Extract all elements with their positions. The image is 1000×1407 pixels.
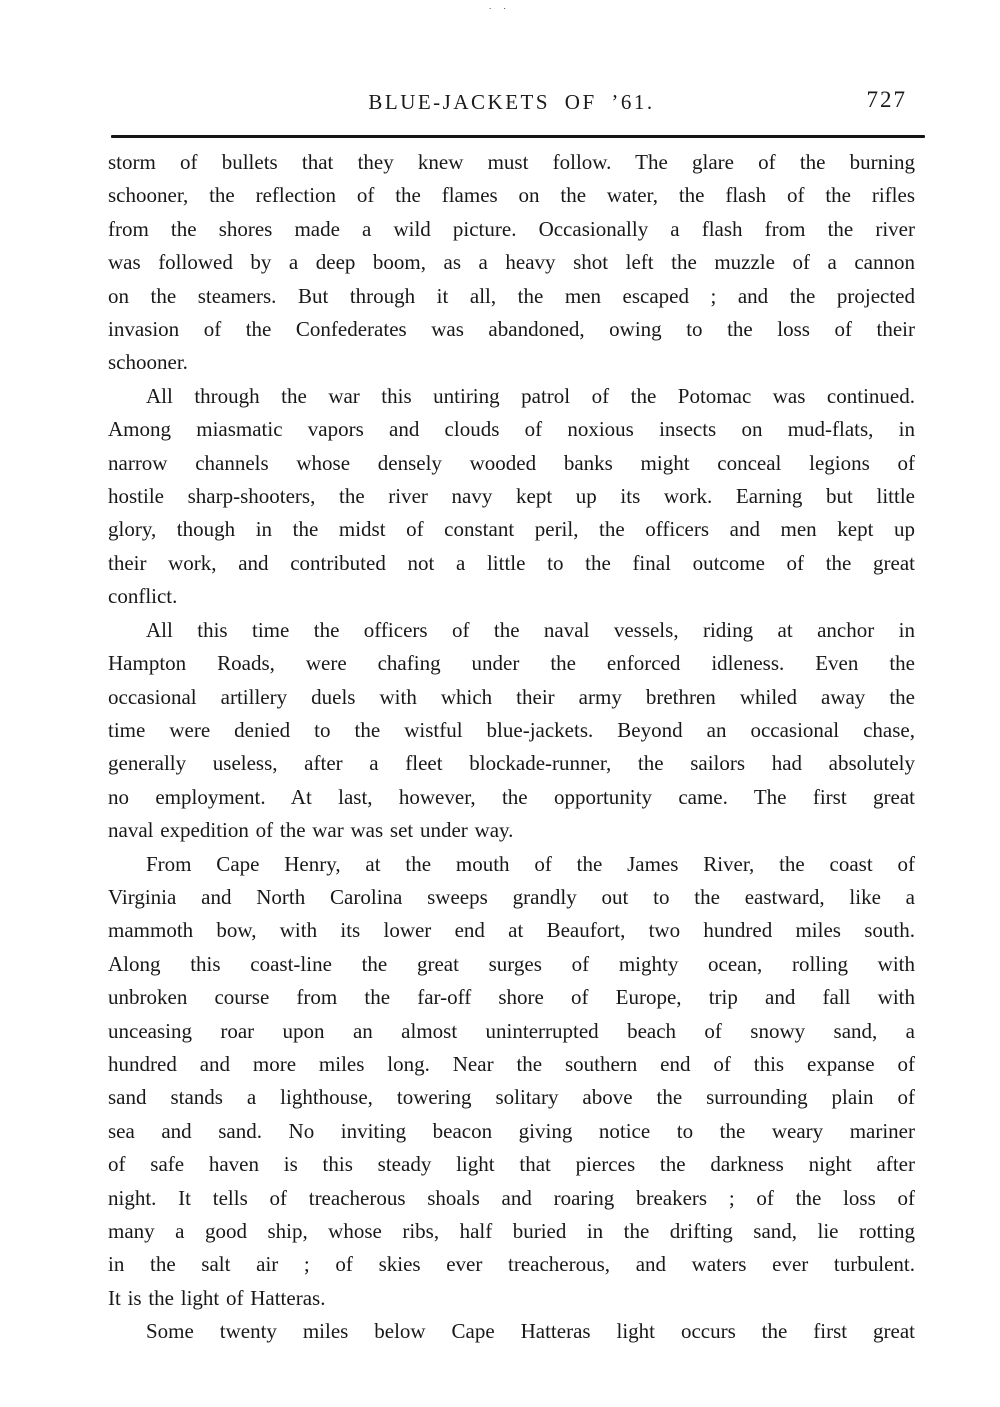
text-line: of safe haven is this steady light that pierces the darkness night after [108, 1152, 915, 1177]
text-block [108, 146, 915, 1349]
text-line: hostile sharp-shooters, the river navy kept up its work. Earning but little [108, 484, 915, 509]
header-rule [111, 135, 925, 138]
text-line: Some twenty miles below Cape Hatteras light occurs the first great [146, 1319, 915, 1344]
text-line: hundred and more miles long. Near the southern end of this expanse of [108, 1051, 915, 1076]
text-line: schooner. [108, 350, 188, 375]
text-line: Along this coast-line the great surges of mighty ocean, rolling with [108, 951, 915, 976]
scan-artifact-dots: . . [489, 1, 511, 11]
text-line: their work, and contributed not a little to the final outcome of the great [108, 550, 915, 575]
text-line: Virginia and North Carolina sweeps grandly out to the eastward, like a [108, 884, 915, 909]
text-line: unbroken course from the far-off shore of Europe, trip and fall with [108, 985, 915, 1010]
text-line: All through the war this untiring patrol of the Potomac was continued. [146, 383, 915, 408]
text-line: occasional artillery duels with which their army brethren whiled away the [108, 684, 915, 709]
text-line: Among miasmatic vapors and clouds of noxious insects on mud-flats, in [108, 417, 915, 442]
text-line: from the shores made a wild picture. Occasionally a flash from the river [108, 216, 915, 241]
text-line: on the steamers. But through it all, the men escaped ; and the projected [108, 283, 915, 308]
text-line: sea and sand. No inviting beacon giving notice to the weary mariner [108, 1118, 915, 1143]
text-line: storm of bullets that they knew must follow. The glare of the burning [108, 150, 915, 174]
text-line: many a good ship, whose ribs, half buried in the drifting sand, lie rotting [108, 1219, 915, 1243]
text-line: From Cape Henry, at the mouth of the James River, the coast of [146, 851, 915, 876]
text-line: glory, though in the midst of constant peril, the officers and men kept up [108, 517, 915, 542]
text-line: conflict. [108, 584, 178, 609]
text-line: invasion of the Confederates was abandoned, owing to the loss of their [108, 317, 915, 342]
text-line: narrow channels whose densely wooded banks might conceal legions of [108, 450, 915, 475]
text-line: sand stands a lighthouse, towering solitary above the surrounding plain of [108, 1085, 915, 1110]
text-line: was followed by a deep boom, as a heavy shot left the muzzle of a cannon [108, 250, 915, 275]
text-line: All this time the officers of the naval vessels, riding at anchor in [146, 617, 915, 642]
paragraph [108, 1315, 915, 1348]
text-line: mammoth bow, with its lower end at Beaufort, two hundred miles south. [108, 918, 915, 943]
paragraph [108, 848, 915, 1316]
text-line: unceasing roar upon an almost uninterrupted beach of snowy sand, a [108, 1018, 915, 1043]
text-line: naval expedition of the war was set under way. [108, 818, 514, 843]
text-line: night. It tells of treacherous shoals and roaring breakers ; of the loss of [108, 1185, 915, 1210]
paragraph [108, 380, 915, 614]
text-line: Hampton Roads, were chafing under the enforced idleness. Even the [108, 651, 915, 676]
paragraph [108, 614, 915, 848]
page-title: BLUE-JACKETS OF ’61. [368, 90, 655, 114]
text-line: time were denied to the wistful blue-jackets. Beyond an occasional chase, [108, 717, 915, 742]
page-number: 727 [866, 87, 907, 112]
text-line: It is the light of Hatteras. [108, 1285, 326, 1310]
text-line: no employment. At last, however, the opportunity came. The first great [108, 784, 915, 809]
text-line: generally useless, after a fleet blockade-runner, the sailors had absolutely [108, 751, 915, 776]
text-line: in the salt air ; of skies ever treacherous, and waters ever turbulent. [108, 1252, 915, 1277]
paragraph [108, 146, 915, 380]
running-header [108, 87, 915, 122]
text-line: schooner, the reflection of the flames on the water, the flash of the rifles [108, 183, 915, 208]
